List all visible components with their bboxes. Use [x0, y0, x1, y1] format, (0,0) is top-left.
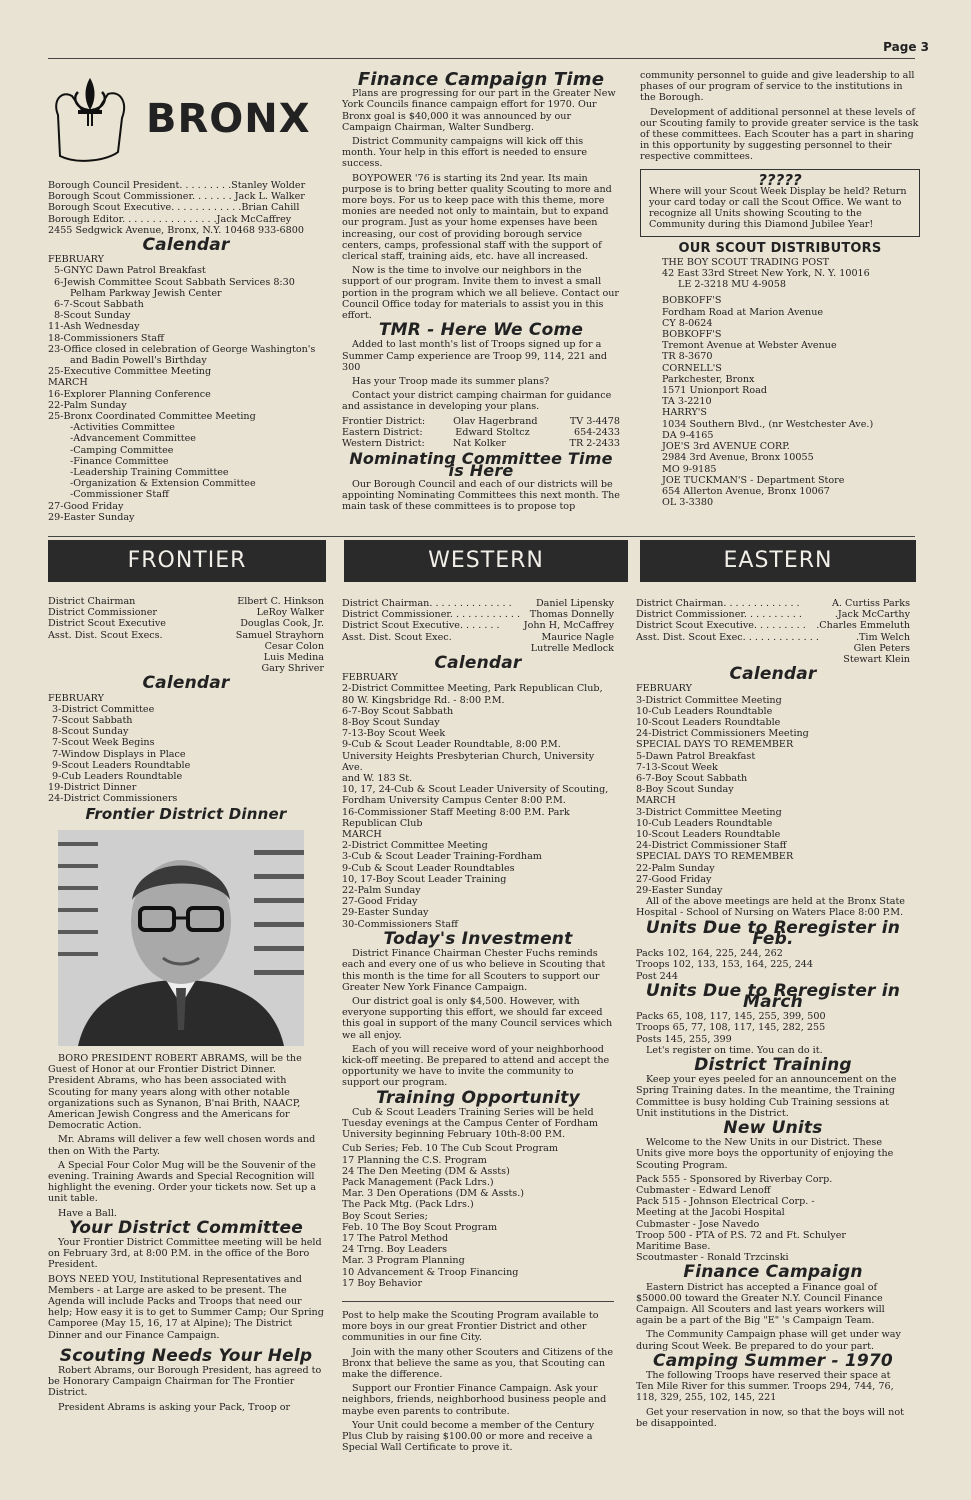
box-text: Where will your Scout Week Display be held? Return your card today or call the Scout Office. We want to recognize all Units showing Scouting to the Community during this Diamond Jubilee Year!: [649, 185, 907, 231]
unit-line: Maritime Base.: [636, 1240, 711, 1252]
office-address: 2455 Sedgwick Avenue, Bronx, N.Y. 10468 933-6800: [48, 224, 304, 236]
committee-paragraph: BOYS NEED YOU, Institutional Representatives and Members - at Large are asked to be present. The Agenda will include Packs and Troops that need our help; How easy it is to get to Summer Camp; Our Spring Camporee (May 15, 16, 17 at Alpine); The District Dinner and our Finance Campaign.: [48, 1273, 324, 1341]
role-label: District Commissioner: [48, 607, 157, 619]
tmr-paragraph: Contact your district camping chairman for guidance and assistance in developing your plans.: [342, 390, 612, 413]
dinner-paragraph: Mr. Abrams will deliver a few well chosen words and then on With the Party.: [48, 1134, 316, 1157]
camping-summer-title: Camping Summer - 1970: [653, 1350, 893, 1371]
help-paragraph: Robert Abrams, our Borough President, has agreed to be Honorary Campaign Chairman for The Frontier District.: [48, 1365, 322, 1399]
officer-row: District Scout Executive. . . . . . . John H, McCaffrey: [342, 620, 614, 632]
role-label: District Chairman: [48, 596, 136, 607]
calendar-item: 9-Scout Leaders Roundtable: [52, 759, 191, 771]
nominating-paragraph: Our Borough Council and each of our districts will be appointing Nominating Committees this next month. The main task of these committees is to propose top: [342, 478, 620, 513]
unit-line: Packs 65, 108, 117, 145, 255, 399, 500: [636, 1011, 826, 1023]
boro-president-photo: [58, 830, 304, 1046]
eastern-calendar-list: [636, 683, 910, 896]
eastern-finance-title: Finance Campaign: [683, 1262, 863, 1283]
calendar-item: 24-District Commissioner Staff: [636, 840, 787, 852]
officer-line: Borough Scout Executive. . . . . . . . . . . .Brian Cahill: [48, 202, 300, 214]
calendar-item: 25-Bronx Coordinated Committee Meeting: [48, 411, 256, 423]
tmr-paragraph: Has your Troop made its summer plans?: [352, 376, 550, 388]
frontier-roles: [48, 596, 166, 674]
unit-line: Cubmaster - Edward Lenoff: [636, 1184, 771, 1196]
officer-row: Asst. Dist. Scout Exec. Maurice Nagle: [342, 631, 614, 643]
calendar-item: 6-7-Boy Scout Sabbath: [342, 705, 454, 717]
tmr-contacts: [342, 416, 620, 450]
officer-name: Gary Shriver: [261, 663, 324, 675]
calendar-item: FEBRUARY: [636, 683, 692, 695]
distributor-line: 1571 Unionport Road: [662, 385, 768, 397]
officer-row: Glen Peters: [853, 642, 910, 654]
calendar-item: -Commissioner Staff: [70, 489, 169, 501]
calendar-item: 24-District Commissioners Meeting: [636, 728, 809, 740]
unit-line: Scoutmaster - Ronald Trzcinski: [636, 1252, 789, 1264]
calendar-item: -Leadership Training Committee: [70, 467, 229, 479]
calendar-item: 10, 17, 24-Cub & Scout Leader University of Scouting,: [342, 784, 609, 796]
distributor-line: MO 9-9185: [662, 463, 717, 475]
calendar-item: 23-Office closed in celebration of George Washington's: [48, 343, 316, 355]
officer-row: Lutrelle Medlock: [530, 642, 614, 654]
scout-week-box: [640, 169, 920, 237]
calendar-item: -Organization & Extension Committee: [70, 478, 256, 490]
training-item: Cub Series; Feb. 10 The Cub Scout Program: [342, 1143, 558, 1155]
calendar-item: 9-Cub Leaders Roundtable: [52, 771, 183, 783]
reregister-note: Let's register on time. You can do it.: [646, 1044, 823, 1056]
contact-row: Western District: Nat Kolker TR 2-2433: [342, 438, 620, 450]
officer-row: District Commissioner. . . . . . . . . . .Jack McCarthy: [636, 609, 910, 621]
unit-line: Troop 500 - PTA of P.S. 72 and Ft. Schulyer: [636, 1229, 846, 1241]
bronx-title: BRONX: [146, 96, 311, 143]
calendar-item: and W. 183 St.: [342, 773, 413, 785]
new-units-list: [636, 1174, 910, 1264]
western-column: [342, 598, 614, 1456]
distributor-line: Parkchester, Bronx: [662, 373, 755, 385]
distributor-line: BOBKOFF'S: [662, 329, 722, 341]
training-item: Mar. 3 Program Planning: [342, 1255, 465, 1267]
distributor-line: CY 8-0624: [662, 317, 713, 329]
section-rule: [48, 536, 915, 537]
scouting-help-title: Scouting Needs Your Help: [59, 1345, 313, 1366]
finance-paragraph: Now is the time to involve our neighbors in the support of our program. Invite them to invest a small portion in the program which we all believe. Contact our Council Office today for materials to assist you in this effort.: [342, 265, 620, 322]
calendar-item: 7-Scout Week Begins: [52, 737, 155, 749]
training-paragraph: Cub & Scout Leaders Training Series will be held Tuesday evenings at the Campus Center of Fordham University beginning February 10th-8:00 P.M.: [342, 1106, 599, 1141]
camping-paragraph: The following Troops have reserved their space at Ten Mile River for this summer. Troops 294, 744, 76, 118, 329, 255, 102, 145, 221: [636, 1370, 894, 1404]
frontier-column: [48, 596, 324, 823]
unit-line: Troops 102, 133, 153, 164, 225, 244: [636, 959, 814, 971]
continued-paragraph: Support our Frontier Finance Campaign. Ask your neighbors, friends, neighborhood business people and maybe even parents to contribute.: [342, 1383, 607, 1417]
distributor-line: CORNELL'S: [662, 362, 722, 374]
finance-paragraph: The Community Campaign phase will get under way during Scout Week. Be prepared to do your part.: [636, 1329, 901, 1352]
officer-name: Douglas Cook, Jr.: [240, 618, 324, 630]
help-paragraph: President Abrams is asking your Pack, Troop or: [58, 1401, 291, 1413]
calendar-item: FEBRUARY: [48, 692, 104, 704]
finance-paragraph: Plans are progressing for our part in the Greater New York Councils finance campaign effort for 1970. Our Bronx goal is $40,000 it was announced by our Campaign Chairman, Walter Sundberg.: [342, 88, 616, 133]
calendar-item: 22-Palm Sunday: [48, 399, 127, 411]
calendar-item: SPECIAL DAYS TO REMEMBER: [636, 851, 794, 863]
distributor-line: HARRY'S: [662, 407, 707, 419]
frontier-names: [236, 596, 324, 674]
distributor-line: 1034 Southern Blvd., (nr Westchester Ave.): [662, 418, 874, 430]
officer-row: District Scout Executive. . . . . . . . . .Charles Emmeluth: [636, 620, 910, 632]
distributor-line: 42 East 33rd Street New York, N. Y. 10016: [662, 268, 870, 280]
training-item: Feb. 10 The Boy Scout Program: [342, 1221, 498, 1233]
scout-fleur-de-lis-icon: [48, 70, 132, 170]
calendar-item: 10-Cub Leaders Roundtable: [636, 817, 773, 829]
role-label: Asst. Dist. Scout Execs.: [48, 629, 163, 641]
bronx-column: [48, 64, 324, 523]
calendar-item: 8-Boy Scout Sunday: [342, 717, 440, 729]
nominating-continued: Development of additional personnel at these levels of our Scouting family to provide greater service is the task of these committees. Each Scouter has a part in sharing in this opportunity by suggesting personnel to their respective committees.: [640, 106, 919, 163]
distributors-title: OUR SCOUT DISTRIBUTORS: [678, 240, 882, 256]
middle-top-column: [342, 70, 620, 515]
distributor-line: TR 8-3670: [662, 351, 713, 363]
committee-paragraph: Your Frontier District Committee meeting will be held on February 3rd, at 8:00 P.M. in the office of the Boro President.: [48, 1237, 322, 1271]
dinner-paragraph: BORO PRESIDENT ROBERT ABRAMS, will be the Guest of Honor at our Frontier District Dinner. President Abrams, who has been associated with Scouting for many years along with other notable organizations such as Synanon, B'nai Brith, NAACP, American Jewish Congress and the Americans for Democratic Action.: [48, 1053, 302, 1132]
training-item: 17 Boy Behavior: [342, 1277, 423, 1289]
calendar-item: 7-13-Boy Scout Week: [342, 728, 446, 740]
calendar-item: 7-13-Scout Week: [636, 761, 718, 773]
western-officers: [342, 598, 614, 654]
calendar-item: 9-Cub & Scout Leader Roundtables: [342, 862, 515, 874]
divider: [342, 1301, 614, 1302]
distributor-line: DA 9-4165: [662, 429, 714, 441]
portrait-image: [58, 830, 304, 1046]
calendar-item: FEBRUARY: [48, 254, 104, 266]
unit-line: Pack 555 - Sponsored by Riverbay Corp.: [636, 1173, 833, 1185]
calendar-item: 7-Window Displays in Place: [52, 748, 186, 760]
western-banner: WESTERN: [344, 540, 628, 582]
calendar-item: 10, 17-Boy Scout Leader Training: [342, 873, 507, 885]
calendar-item: 11-Ash Wednesday: [48, 321, 140, 333]
reregister-feb-list: [636, 948, 910, 982]
new-units-title: New Units: [723, 1117, 823, 1138]
calendar-item: -Advancement Committee: [70, 433, 196, 445]
distributor-line: TA 3-2210: [662, 396, 712, 408]
calendar-item: 29-Easter Sunday: [636, 885, 723, 897]
district-training-title: District Training: [694, 1054, 852, 1075]
calendar-item: SPECIAL DAYS TO REMEMBER: [636, 739, 794, 751]
officer-line: Borough Editor. . . . . . . . . . . . . . . .Jack McCaffrey: [48, 213, 292, 225]
unit-line: Post 244: [636, 970, 678, 982]
eastern-column: [636, 598, 910, 1432]
investment-paragraph: Each of you will receive word of your neighborhood kick-off meeting. Be prepared to attend and accept the opportunity we have to invite the community to support our program.: [342, 1043, 610, 1089]
distributor-line: Fordham Road at Marion Avenue: [662, 306, 824, 318]
unit-line: Meeting at the Jacobi Hospital: [636, 1207, 785, 1219]
distributor-line: BOBKOFF'S: [662, 295, 722, 307]
distributors-list: [640, 257, 920, 508]
western-calendar-title: Calendar: [434, 653, 522, 674]
distributor-line: THE BOY SCOUT TRADING POST: [662, 256, 830, 268]
dinner-paragraph: A Special Four Color Mug will be the Souvenir of the evening. Training Awards and Special Recognition will highlight the evening. Order your tickets now. Set up a unit table.: [48, 1159, 317, 1205]
calendar-item: 29-Easter Sunday: [342, 907, 429, 919]
training-list: [342, 1143, 614, 1289]
contact-row: Frontier District: Olav Hagerbrand TV 3-4478: [342, 415, 620, 427]
frontier-dinner-title: Frontier District Dinner: [85, 804, 287, 823]
calendar-item: 22-Palm Sunday: [342, 885, 421, 897]
training-item: Mar. 3 Den Operations (DM & Assts.): [342, 1188, 525, 1200]
officer-name: Cesar Colon: [264, 640, 324, 652]
finance-paragraph: BOYPOWER '76 is starting its 2nd year. Its main purpose is to bring better quality Scouting to more and more boys. For us to keep pace with this theme, more monies are needed not only to maintain, but to expand our program. Just as your home expenses have been increasing, our cost of providing borough service centers, camps, professional staff with the support of clerical staff, training aids, etc. have all increased.: [342, 172, 612, 263]
calendar-item: 80 W. Kingsbridge Rd. - 8:00 P.M.: [342, 694, 505, 706]
calendar-item: 7-Scout Sabbath: [52, 715, 133, 727]
frontier-banner: FRONTIER: [48, 540, 326, 582]
unit-line: Troops 65, 77, 108, 117, 145, 282, 255: [636, 1022, 826, 1034]
reregister-feb-title: Units Due to Reregister in Feb.: [645, 917, 901, 949]
eastern-officers: [636, 598, 910, 665]
investment-paragraph: Our district goal is only $4,500. However, with everyone supporting this effort, we should far exceed this goal in support of the many Council services which we all enjoy.: [342, 995, 613, 1041]
camping-paragraph: Get your reservation in now, so that the boys will not be disappointed.: [636, 1406, 904, 1429]
unit-line: Posts 145, 255, 399: [636, 1033, 732, 1045]
officer-line: Borough Scout Commissioner. . . . . . . Jack L. Walker: [48, 191, 305, 203]
calendar-item: 2-District Committee Meeting, Park Republican Club,: [342, 683, 603, 695]
training-item: 17 Planning the C.S. Program: [342, 1154, 487, 1166]
contact-row: Eastern District: Edward Stoltcz 654-2433: [342, 426, 620, 438]
distributor-line: Tremont Avenue at Webster Avenue: [662, 340, 837, 352]
new-units-paragraph: Welcome to the New Units in our District. These Units give more boys the opportunity of enjoying the Scouting Program.: [636, 1137, 894, 1171]
distributor-line: 2984 3rd Avenue, Bronx 10055: [662, 452, 814, 464]
calendar-item: 10-Cub Leaders Roundtable: [636, 705, 773, 717]
distributor-line: JOE TUCKMAN'S - Department Store: [662, 474, 845, 486]
unit-line: Packs 102, 164, 225, 244, 262: [636, 948, 783, 960]
role-label: District Scout Executive: [48, 618, 166, 630]
top-rule: [48, 58, 915, 59]
distributor-line: LE 2-3218 MU 4-9058: [678, 279, 786, 291]
calendar-item: Fordham University Campus Center 8:00 P.M.: [342, 795, 566, 807]
calendar-item: 8-Boy Scout Sunday: [636, 784, 734, 796]
frontier-officers: [48, 596, 324, 674]
calendar-item: 29-Easter Sunday: [48, 511, 135, 523]
reregister-march-list: [636, 1011, 910, 1056]
calendar-item: 22-Palm Sunday: [636, 862, 715, 874]
finance-paragraph: District Community campaigns will kick off this month. Your help in this effort is needed to ensure success.: [342, 136, 588, 170]
frontier-calendar-list: [48, 693, 324, 805]
calendar-item: 27-Good Friday: [342, 896, 418, 908]
calendar-item: 27-Good Friday: [48, 500, 124, 512]
unit-line: Pack 515 - Johnson Electrical Corp. -: [636, 1196, 815, 1208]
eastern-calendar-title: Calendar: [729, 664, 817, 685]
calendar-item: 18-Commissioners Staff: [48, 332, 164, 344]
finance-campaign-title: Finance Campaign Time: [357, 69, 605, 90]
continued-paragraph: Your Unit could become a member of the Century Plus Club by raising $100.00 or more and receive a Special Wall Certificate to prove it.: [342, 1419, 595, 1454]
western-calendar-list: [342, 672, 614, 930]
nominating-title: Nominating Committee Time is Here: [349, 449, 613, 480]
reregister-march-title: Units Due to Reregister in March: [645, 980, 901, 1012]
finance-paragraph: Eastern District has accepted a Finance goal of $5000.00 toward the Greater N.Y. Council Finance Campaign. All Scouters and last years workers will again be a part of the Big "E" 's Campaign Team.: [636, 1281, 885, 1327]
officer-name: Samuel Strayhorn: [235, 629, 324, 641]
calendar-item: 19-District Dinner: [48, 782, 137, 794]
nominating-continued: community personnel to guide and give leadership to all phases of our program of service to the institutions in the Borough.: [640, 70, 915, 104]
calendar-item: and Badin Powell's Birthday: [70, 355, 207, 367]
calendar-item: 8-Scout Sunday: [54, 310, 131, 322]
calendar-item: 3-Cub & Scout Leader Training-Fordham: [342, 851, 542, 863]
calendar-item: FEBRUARY: [342, 672, 398, 684]
calendar-item: 6-Jewish Committee Scout Sabbath Services 8:30: [54, 276, 295, 288]
calendar-item: Pelham Parkway Jewish Center: [70, 287, 222, 299]
calendar-item: 16-Explorer Planning Conference: [48, 388, 211, 400]
calendar-item: 5-Dawn Patrol Breakfast: [636, 750, 756, 762]
distributor-line: 654 Allerton Avenue, Bronx 10067: [662, 485, 830, 497]
training-item: 24 The Den Meeting (DM & Assts): [342, 1165, 510, 1177]
officer-line: Borough Council President. . . . . . . . .Stanley Wolder: [48, 180, 306, 191]
officer-name: Elbert C. Hinkson: [237, 596, 324, 607]
calendar-item: 16-Commissioner Staff Meeting 8:00 P.M. Park Republican Club: [342, 806, 570, 829]
training-item: Boy Scout Series;: [342, 1210, 428, 1222]
continued-paragraph: Post to help make the Scouting Program available to more boys in our great Frontier District and other communities in our fine City.: [342, 1309, 599, 1344]
tmr-paragraph: Added to last month's list of Troops signed up for a Summer Camp experience are Troop 99, 114, 221 and 300: [342, 339, 608, 373]
calendar-item: 27-Good Friday: [636, 873, 712, 885]
page-number: Page 3: [883, 40, 929, 54]
calendar-item: 10-Scout Leaders Roundtable: [636, 829, 781, 841]
eastern-banner: EASTERN: [640, 540, 916, 582]
training-item: The Pack Mtg. (Pack Ldrs.): [342, 1199, 474, 1211]
district-committee-title: Your District Committee: [68, 1217, 304, 1238]
calendar-item: MARCH: [636, 795, 676, 807]
calendar-item: 9-Cub & Scout Leader Roundtable, 8:00 P.M. University Heights Presbyterian Church, University Ave.: [342, 739, 595, 773]
bronx-officers: [48, 180, 324, 236]
officer-name: LeRoy Walker: [256, 607, 324, 619]
training-item: 24 Trng. Boy Leaders: [342, 1244, 448, 1256]
bronx-calendar-title: Calendar: [142, 235, 230, 256]
calendar-note: All of the above meetings are held at the Bronx State Hospital - School of Nursing on Waters Place 8:00 P.M.: [636, 896, 905, 919]
investment-title: Today's Investment: [383, 928, 573, 949]
calendar-item: 3-District Committee: [52, 703, 155, 715]
calendar-item: MARCH: [48, 377, 88, 389]
calendar-item: -Camping Committee: [70, 444, 174, 456]
investment-paragraph: District Finance Chairman Chester Fuchs reminds each and every one of us who believe in Scouting that this month is the time for all Scouters to support our Greater New York Finance Campaign.: [342, 948, 606, 993]
training-paragraph: Keep your eyes peeled for an announcement on the Spring Training dates. In the meantime, the Training Committee is busy holding Cub Training sessions at Unit institutions in the District.: [636, 1074, 897, 1119]
training-item: 17 The Patrol Method: [342, 1232, 449, 1244]
officer-row: Asst. Dist. Scout Exec. . . . . . . . . . . . . .Tim Welch: [636, 631, 910, 643]
distributor-line: OL 3-3380: [662, 497, 714, 509]
training-item: Pack Management (Pack Ldrs.): [342, 1176, 494, 1188]
officer-row: District Chairman. . . . . . . . . . . . . A. Curtiss Parks: [636, 598, 910, 609]
unit-line: Cubmaster - Jose Navedo: [636, 1218, 760, 1230]
calendar-item: 2-District Committee Meeting: [342, 840, 488, 852]
calendar-item: -Activities Committee: [70, 422, 175, 434]
calendar-item: MARCH: [342, 829, 382, 841]
calendar-item: 25-Executive Committee Meeting: [48, 366, 212, 378]
training-item: 10 Advancement & Troop Financing: [342, 1266, 519, 1278]
calendar-item: 3-District Committee Meeting: [636, 694, 782, 706]
calendar-item: 6-7-Scout Sabbath: [54, 299, 144, 311]
calendar-item: -Finance Committee: [70, 455, 169, 467]
tmr-title: TMR - Here We Come: [378, 320, 584, 341]
calendar-item: 10-Scout Leaders Roundtable: [636, 717, 781, 729]
officer-name: Luis Medina: [263, 652, 324, 664]
calendar-item: 8-Scout Sunday: [52, 726, 129, 738]
distributor-line: JOE'S 3rd AVENUE CORP.: [662, 441, 790, 453]
dinner-paragraph: Have a Ball.: [58, 1207, 117, 1219]
bronx-calendar-list: [48, 254, 324, 523]
calendar-item: 30-Commissioners Staff: [342, 918, 458, 930]
bronx-header: [48, 64, 324, 176]
training-opportunity-title: Training Opportunity: [376, 1087, 580, 1108]
box-title: ?????: [758, 170, 802, 189]
continued-paragraph: Join with the many other Scouters and Citizens of the Bronx that believe the same as you, that Scouting can make the difference.: [342, 1346, 614, 1380]
officer-row: District Chairman. . . . . . . . . . . . . . Daniel Lipensky: [342, 598, 614, 609]
calendar-item: 5-GNYC Dawn Patrol Breakfast: [54, 265, 206, 277]
right-top-column: [640, 70, 920, 508]
calendar-item: 6-7-Boy Scout Sabbath: [636, 773, 748, 785]
officer-row: Stewart Klein: [843, 654, 910, 666]
frontier-lower-column: [48, 1053, 324, 1416]
calendar-item: 3-District Committee Meeting: [636, 806, 782, 818]
calendar-item: 24-District Commissioners: [48, 793, 178, 805]
frontier-calendar-title: Calendar: [142, 673, 230, 694]
officer-row: District Commissioner. . . . . . . . . . . . Thomas Donnelly: [342, 609, 614, 621]
